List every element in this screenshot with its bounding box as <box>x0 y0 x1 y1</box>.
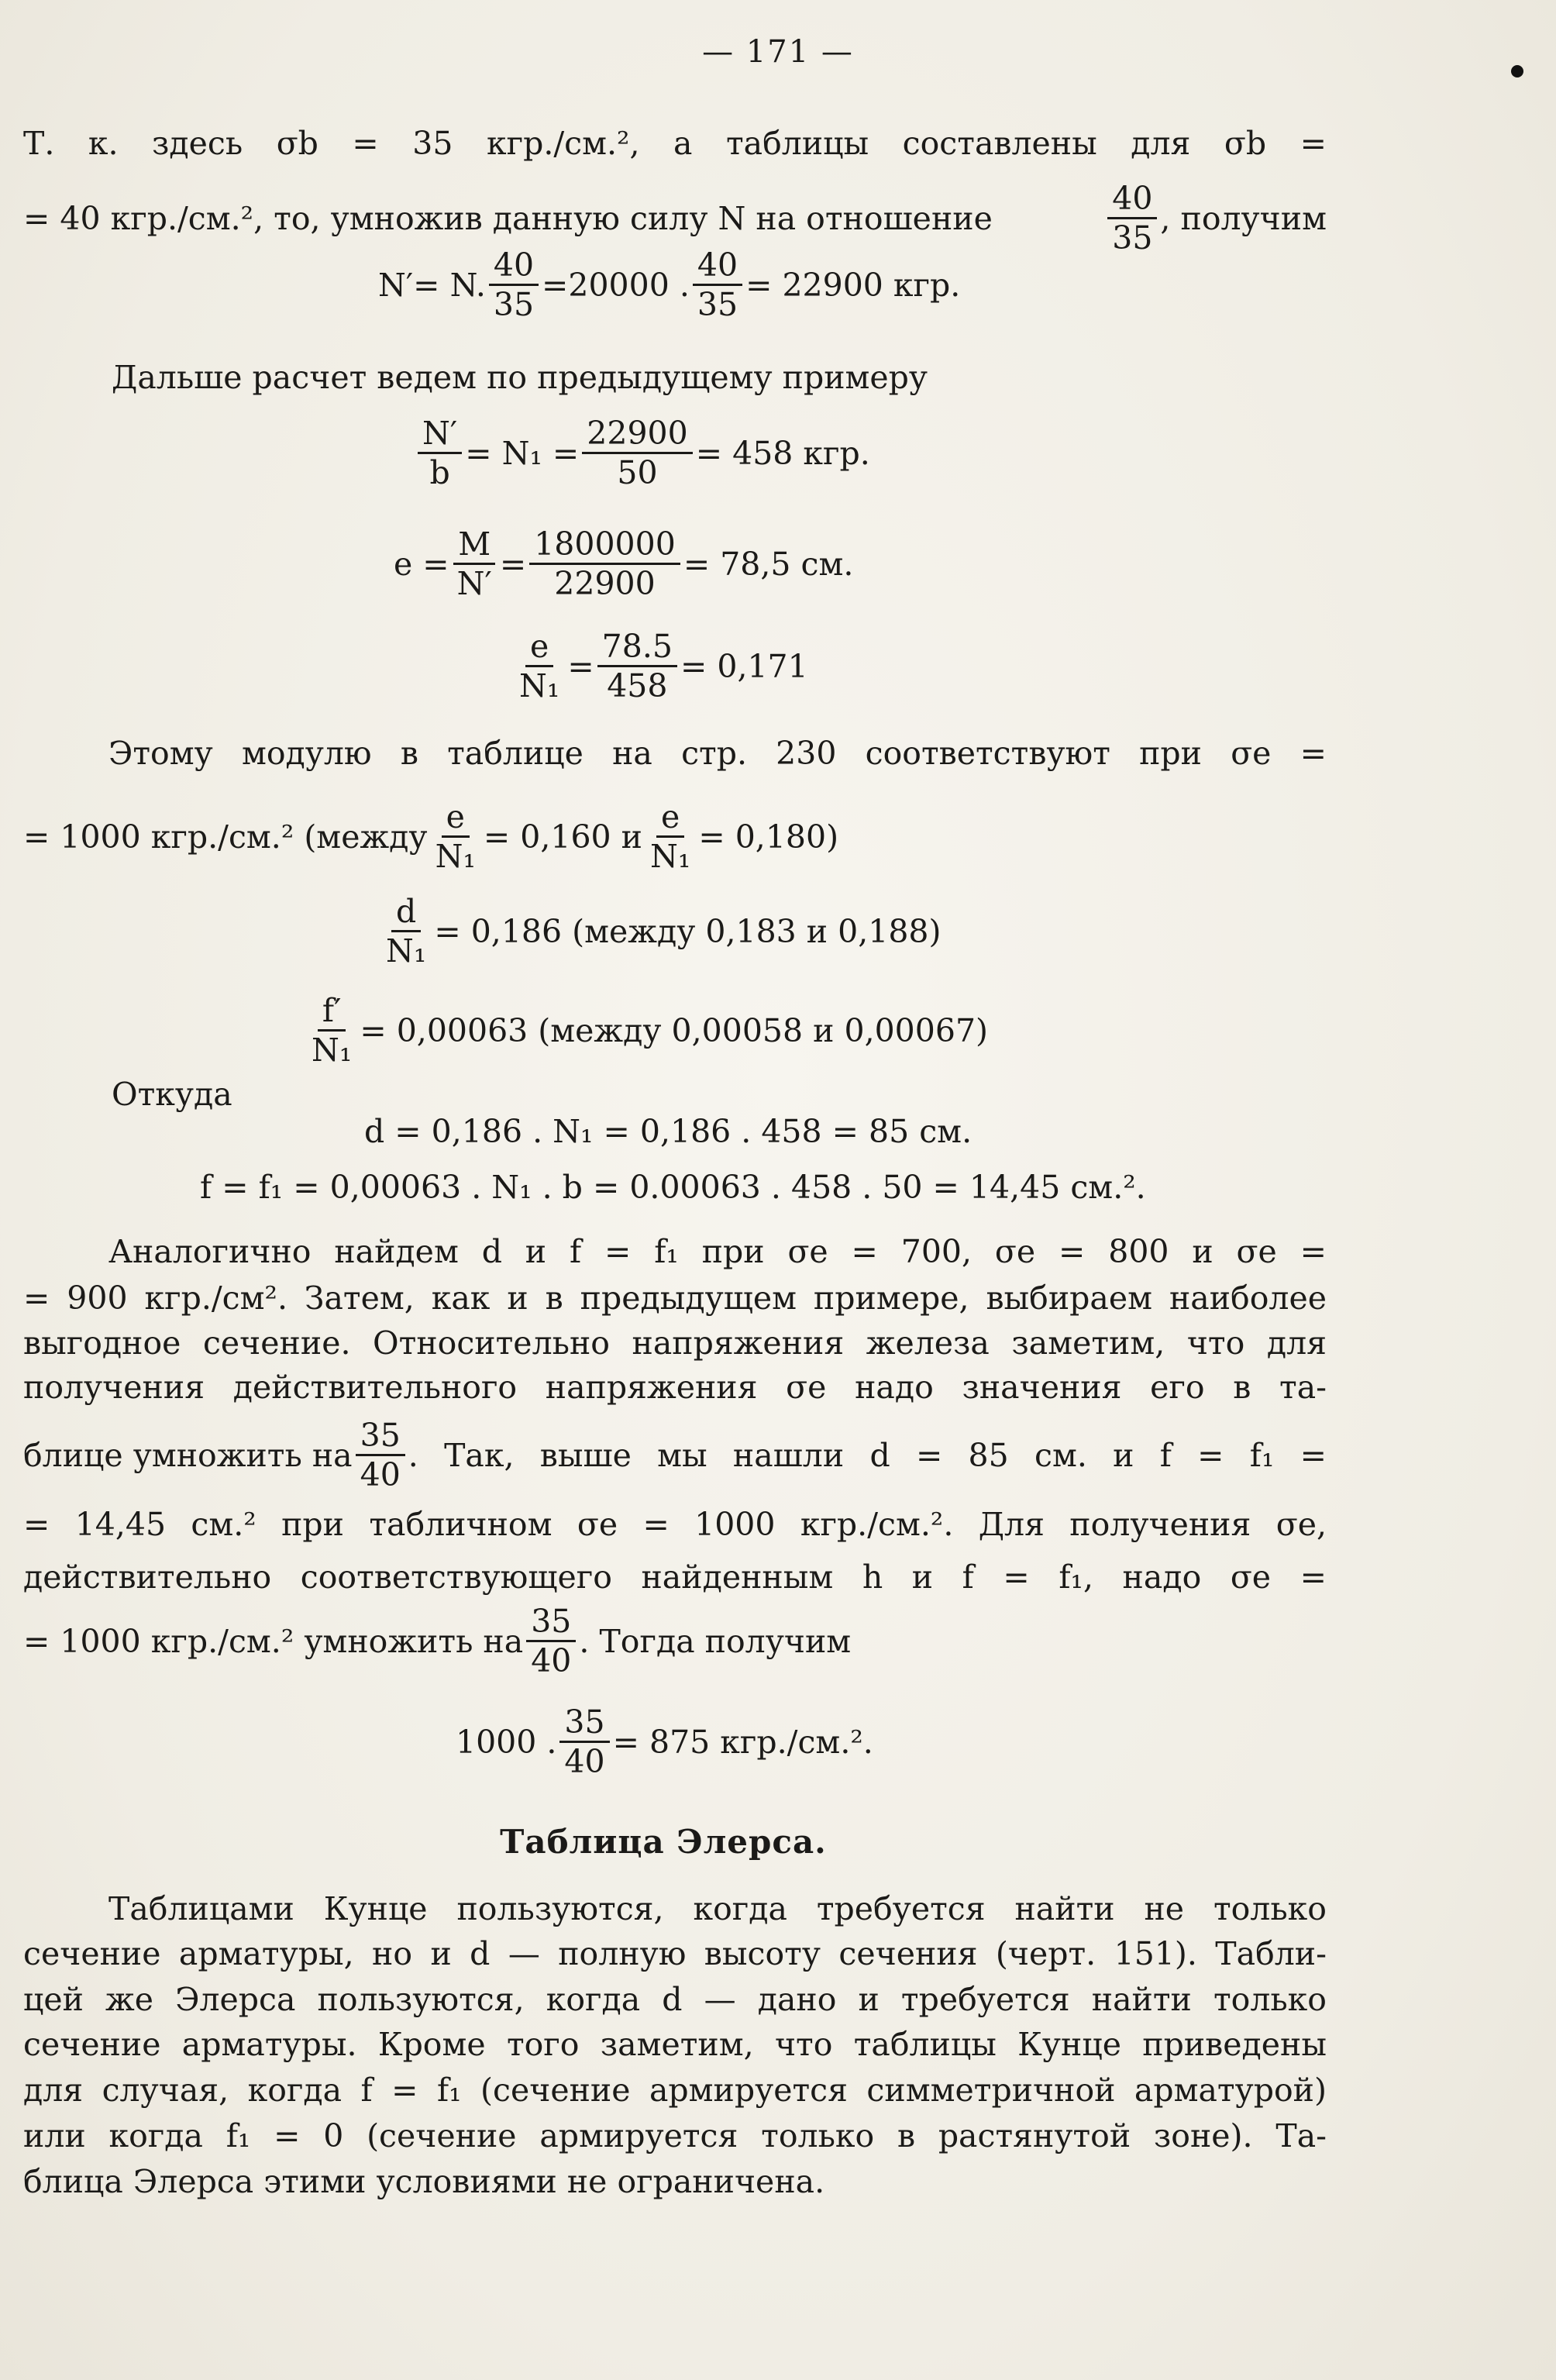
fraction-35-40: $\frac{35}{40}$ <box>526 1603 576 1679</box>
fraction-m-n-prime: $\frac{M}{N'}$ <box>453 525 497 602</box>
fraction-22900-50: $\frac{22900}{50}$ <box>582 415 692 491</box>
equation-sigma-e: 1000 . $\frac{35}{40}$ = 875 кгр./см.². <box>456 1703 873 1780</box>
fraction-40-35: $\frac{40}{35}$ <box>489 246 539 323</box>
fraction-n-prime-b: $\frac{N'}{b}$ <box>418 415 462 491</box>
text-line: Аналогично найдем d и f = f₁ при σe = 700, σe = 800 и σe = <box>108 1233 1327 1270</box>
text-line-with-fraction: блице умножить на $\frac{35}{40}$ . Так, выше мы нашли d = 85 см. и f = f₁ = <box>23 1417 1327 1493</box>
fraction-35-40: $\frac{35}{40}$ <box>356 1417 405 1493</box>
fraction-78-5-458: $\frac{78.5}{458}$ <box>597 628 677 704</box>
equation-f-over-n1: $\frac{f'}{\text{N₁}}$ = 0,00063 (между 0,00058 и 0,00067) <box>304 992 988 1069</box>
fraction-35-40: $\frac{35}{40}$ <box>559 1703 609 1780</box>
equation-d: d = 0,186 . N₁ = 0,186 . 458 = 85 см. <box>364 1113 972 1150</box>
text-segment-fraction <box>1104 180 1327 257</box>
text-line-with-fractions: = 1000 кгр./см.² (между $\frac{e}{\text{N₁}}$ = 0,160 и $\frac{e}{\text{N₁}}$ = 0,180) <box>23 798 839 875</box>
text-line: действительно соответствующего найденным h и f = f₁, надо σe = <box>23 1559 1327 1596</box>
text-segment: , получим <box>1160 199 1327 237</box>
text-line: Этому модулю в таблице на стр. 230 соответствуют при σe = <box>108 735 1327 772</box>
text-line: сечение арматуры, но и d — полную высоту сечения (черт. 151). Табли- <box>23 1935 1327 1972</box>
equation-n-prime: N′= N. $\frac{40}{35}$ =20000 . $\frac{40}{35}$ = 22900 кгр. <box>378 246 961 323</box>
section-heading: Таблица Элерса. <box>500 1823 827 1861</box>
page-number: — 171 — <box>702 34 854 70</box>
text-line: сечение арматуры. Кроме того заметим, что таблицы Кунце приведены <box>23 2026 1327 2063</box>
text-line: блица Элерса этими условиями не ограничена. <box>23 2163 825 2200</box>
text-line: = 900 кгр./см². Затем, как и в предыдущем примере, выбираем наиболее <box>23 1280 1327 1317</box>
text-line: Таблицами Кунце пользуются, когда требуется найти не только <box>108 1890 1327 1927</box>
equation-e: e = $\frac{M}{N'}$ = $\frac{1800000}{22900}$ = 78,5 см. <box>394 525 854 602</box>
text-line-with-fraction: = 1000 кгр./см.² умножить на $\frac{35}{40}$ . Тогда получим <box>23 1603 852 1679</box>
text-line: = 14,45 см.² при табличном σe = 1000 кгр./см.². Для получения σe, <box>23 1506 1327 1543</box>
text-line: Откуда <box>112 1076 232 1113</box>
text-line: получения действительного напряжения σe надо значения его в та- <box>23 1369 1327 1406</box>
text-line-with-fraction <box>23 180 1327 257</box>
equation-d-over-n1: $\frac{d}{\text{N₁}}$ = 0,186 (между 0,183 и 0,188) <box>378 893 942 970</box>
equation-f: f = f₁ = 0,00063 . N₁ . b = 0.00063 . 458 . 50 = 14,45 см.². <box>200 1169 1146 1206</box>
fraction-40-35: $\frac{40}{35}$ <box>1107 180 1157 257</box>
fraction-40-35: $\frac{40}{35}$ <box>693 246 742 323</box>
text-line: выгодное сечение. Относительно напряжения железа заметим, что для <box>23 1324 1327 1362</box>
text-line: цей же Элерса пользуются, когда d — дано и требуется найти только <box>23 1981 1327 2018</box>
text-line: или когда f₁ = 0 (сечение армируется только в растянутой зоне). Та- <box>23 2117 1327 2154</box>
fraction-e-n1: $\frac{e}{\text{N₁}}$ <box>650 798 691 875</box>
text-line: для случая, когда f = f₁ (сечение армируется симметричной арматурой) <box>23 2072 1327 2109</box>
fraction-d-n1: $\frac{d}{\text{N₁}}$ <box>386 893 427 970</box>
fraction-e-n1: $\frac{e}{\text{N₁}}$ <box>435 798 476 875</box>
fraction-e-n1: $\frac{e}{\text{N₁}}$ <box>519 628 560 704</box>
text-segment: = 40 кгр./см.², то, умножив данную силу N на отношение <box>23 199 993 237</box>
fraction-1800000-22900: $\frac{1800000}{22900}$ <box>529 525 680 602</box>
equation-e-over-n1: $\frac{e}{\text{N₁}}$ = $\frac{78.5}{458}$ = 0,171 <box>511 628 808 704</box>
equation-n1: $\frac{N'}{b}$ = N₁ = $\frac{22900}{50}$ = 458 кгр. <box>415 415 870 491</box>
text-line: Т. к. здесь σb = 35 кгр./см.², а таблицы составлены для σb = <box>23 125 1327 162</box>
text-line: Дальше расчет ведем по предыдущему примеру <box>112 359 928 396</box>
fraction-f-prime-n1: $\frac{f'}{\text{N₁}}$ <box>312 992 353 1069</box>
